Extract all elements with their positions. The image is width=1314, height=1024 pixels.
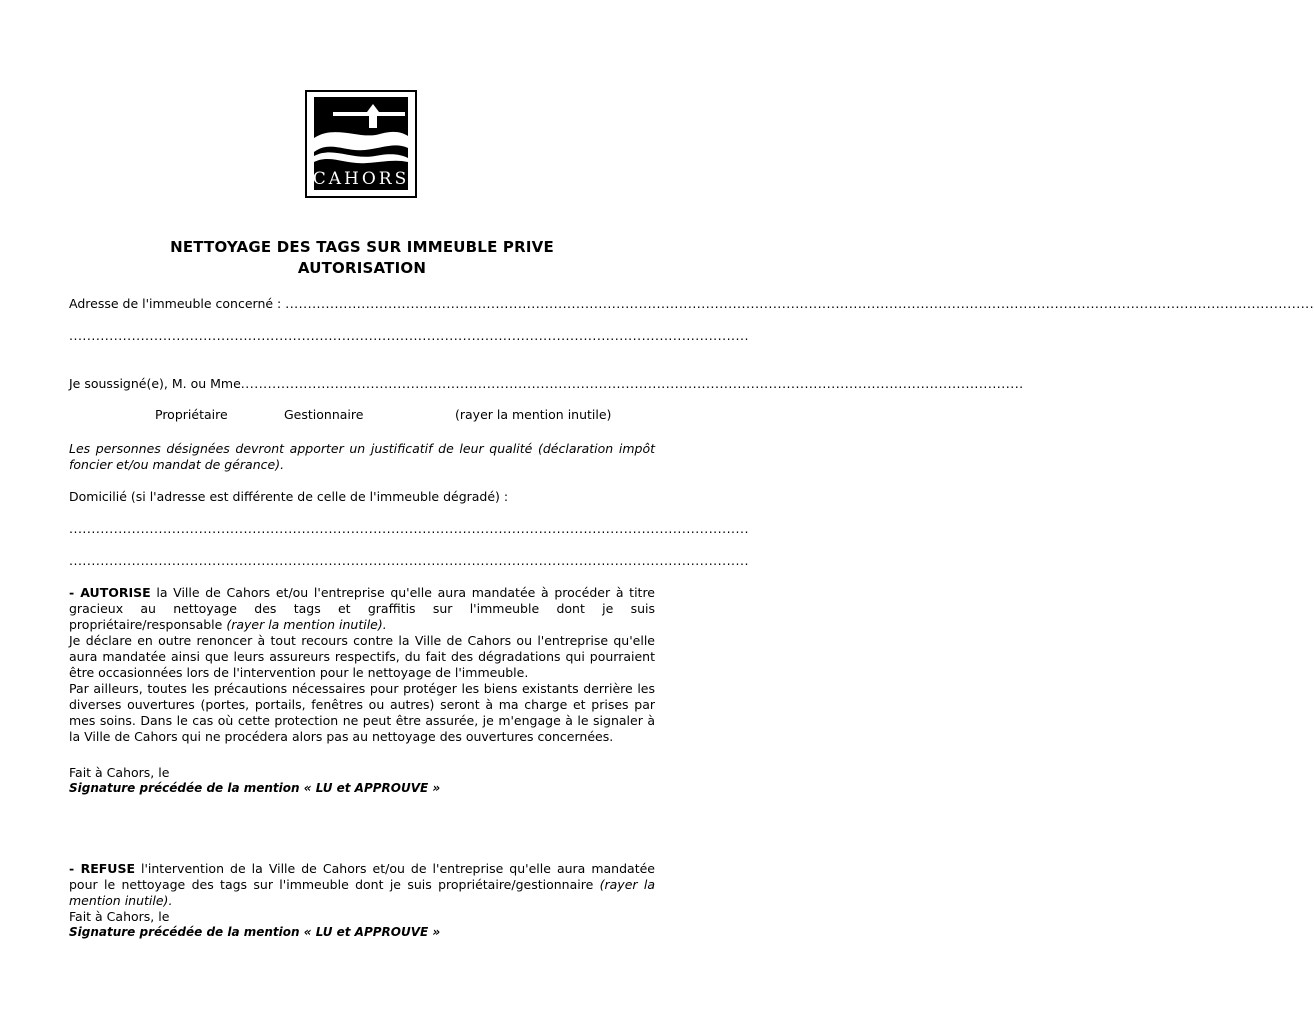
- cahors-logo: [305, 90, 417, 198]
- domicile-dotted-line-1: ........................................................................................................................................................: [69, 521, 749, 536]
- address-label: Adresse de l'immeuble concerné :: [69, 296, 282, 311]
- authorise-keyword: - AUTORISE: [69, 585, 151, 600]
- authorise-text: la Ville de Cahors et/ou l'entreprise qu'elle aura mandatée à procéder à titre gracieux au nettoyage des tags et graffitis sur l'immeuble dont je suis propriétaire/responsable: [69, 585, 655, 632]
- refuse-note: (rayer la mention inutile).: [69, 877, 656, 908]
- option-owner: Propriétaire: [155, 407, 228, 422]
- undersigned-label: Je soussigné(e), M. ou Mme: [69, 376, 241, 391]
- address-dotted-line: ........................................................................................................................................................: [69, 328, 749, 343]
- authorise-note: (rayer la mention inutile).: [226, 617, 387, 632]
- domicile-label: Domicilié (si l'adresse est différente de celle de l'immeuble dégradé) :: [69, 489, 509, 504]
- refuse-text: l'intervention de la Ville de Cahors et/ou de l'entreprise qu'elle aura mandatée pour le nettoyage des tags sur l'immeuble dont je suis propriétaire/gestionnaire: [69, 861, 655, 892]
- refuse-done-at: Fait à Cahors, le: [69, 909, 170, 924]
- option-note: (rayer la mention inutile): [455, 407, 612, 422]
- authorise-signature: Signature précédée de la mention « LU et APPROUVE »: [69, 781, 441, 795]
- refuse-keyword: - REFUSE: [69, 861, 135, 876]
- authorise-waiver: Je déclare en outre renoncer à tout recours contre la Ville de Cahors ou l'entreprise qu'elle aura mandatée ainsi que leurs assureurs respectifs, du fait des dégradations qui pourraient être occasionnées lors de l'intervention pour le nettoyage de l'immeuble.: [69, 633, 655, 680]
- authorise-precautions: Par ailleurs, toutes les précautions nécessaires pour protéger les biens existants derrière les diverses ouvertures (portes, portails, fenêtres ou autres) seront à ma charge et prises par mes soins. Dans le cas où cette protection ne peut être assurée, je m'engage à le signaler à la Ville de Cahors qui ne procédera alors pas au nettoyage des ouvertures concernées.: [69, 681, 655, 744]
- option-manager: Gestionnaire: [284, 407, 364, 422]
- authorise-done-at: Fait à Cahors, le: [69, 765, 170, 780]
- document-title: NETTOYAGE DES TAGS SUR IMMEUBLE PRIVE: [170, 238, 554, 256]
- domicile-dotted-line-2: ........................................................................................................................................................: [69, 553, 749, 568]
- refuse-signature: Signature précédée de la mention « LU et APPROUVE »: [69, 925, 441, 939]
- address-line: [69, 296, 653, 312]
- undersigned-line: Je soussigné(e), M. ou Mme...............................................................................................................................................................................: [69, 376, 1024, 391]
- svg-text:CAHORS: CAHORS: [312, 169, 410, 189]
- notice-text: Les personnes désignées devront apporter un justificatif de leur qualité (déclaration impôt foncier et/ou mandat de gérance).: [69, 441, 655, 472]
- authorise-section: [69, 585, 655, 745]
- refuse-section: [69, 861, 655, 909]
- document-subtitle: AUTORISATION: [297, 259, 427, 277]
